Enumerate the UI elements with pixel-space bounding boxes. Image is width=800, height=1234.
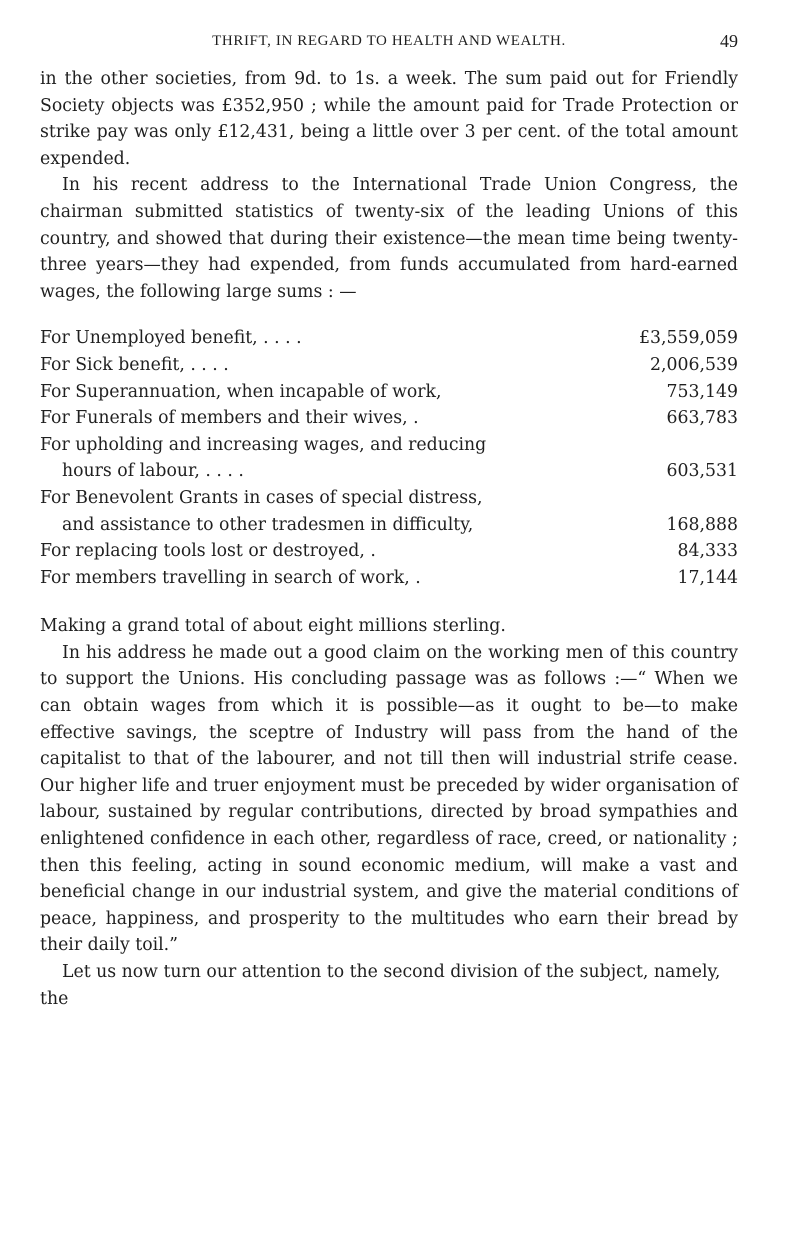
book-page	[40, 30, 738, 1012]
expenditure-row	[40, 352, 738, 379]
expenditure-row	[40, 512, 738, 539]
paragraph-1: in the other societies, from 9d. to 1s. a week. The sum paid out for Friendly Society objects was £352,950 ; while the amount paid for Trade Protection or strike pay was only £12,431, being a little over 3 per cent. of the total amount expended.	[40, 69, 738, 169]
paragraph-4: In his address he made out a good claim on the working men of this country to support the Unions. His concluding passage was as follows :—“ When we can obtain wages from which it is possible—as it ought to be—to make effective savings, the sceptre of Industry will pass from the hand of the capitalist to that of the labourer, and not till then will industrial strife cease. Our higher life and truer enjoyment must be preceded by wider organisation of labour, sustained by regular contributions, directed by broad sympathies and enlightened confidence in each other, regardless of race, creed, or nationality ; then this feeling, acting in sound economic medium, will make a vast and beneficial change in our industrial system, and give the material conditions of peace, happiness, and prosperity to the multitudes who earn their bread by their daily toil.”	[40, 642, 738, 956]
expenditure-table	[40, 325, 738, 591]
expenditure-row	[40, 458, 738, 485]
paragraph-2: In his recent address to the International Trade Union Congress, the chairman submitted statistics of twenty-six of the leading Unions of this country, and showed that during their existence—the mean time being twenty-three years—they had expended, from funds accumulated from hard-earned wages, the following large sums : —	[40, 175, 738, 302]
expenditure-label: and assistance to other tradesmen in difficulty,	[62, 514, 474, 535]
page-number: 49	[720, 31, 738, 51]
expenditure-amount: 753,149	[666, 381, 738, 402]
expenditure-row	[40, 432, 738, 459]
expenditure-amount: 603,531	[666, 461, 738, 482]
expenditure-amount: 663,783	[666, 408, 738, 429]
expenditure-amount: £3,559,059	[639, 328, 738, 349]
expenditure-label: For replacing tools lost or destroyed, .	[40, 541, 376, 562]
paragraph-5: Let us now turn our attention to the second division of the subject, namely, the	[40, 962, 721, 1009]
expenditure-label: For Sick benefit, . . . .	[40, 354, 229, 375]
expenditure-label: For Unemployed benefit, . . . .	[40, 328, 302, 349]
expenditure-amount: 2,006,539	[650, 354, 738, 375]
expenditure-label: For members travelling in search of work, .	[40, 567, 421, 588]
running-head: THRIFT, IN REGARD TO HEALTH AND WEALTH.	[212, 33, 566, 49]
expenditure-label: For Funerals of members and their wives, .	[40, 408, 419, 429]
expenditure-label: hours of labour, . . . .	[62, 461, 244, 482]
paragraph-3: Making a grand total of about eight millions sterling.	[40, 616, 506, 637]
expenditure-label: For Benevolent Grants in cases of special distress,	[40, 487, 483, 508]
expenditure-row	[40, 325, 738, 352]
expenditure-amount: 17,144	[677, 567, 738, 588]
expenditure-row	[40, 405, 738, 432]
expenditure-amount: 84,333	[677, 541, 738, 562]
expenditure-row	[40, 485, 738, 512]
expenditure-label: For Superannuation, when incapable of work,	[40, 381, 442, 402]
expenditure-row	[40, 538, 738, 565]
expenditure-row	[40, 565, 738, 592]
expenditure-amount: 168,888	[666, 514, 738, 535]
expenditure-row	[40, 379, 738, 406]
page-header	[40, 30, 738, 52]
expenditure-label: For upholding and increasing wages, and reducing	[40, 434, 487, 455]
